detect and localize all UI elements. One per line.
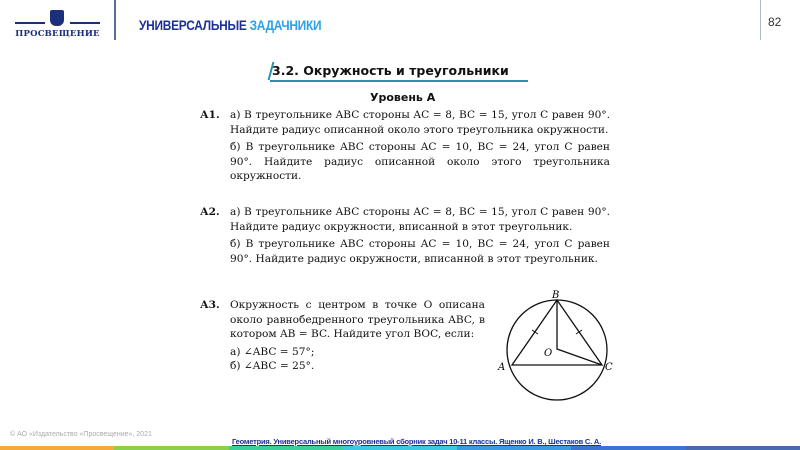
- source-link[interactable]: Геометрия. Универсальный многоуровневый сборник задач 10-11 классы. Ященко И. В., Шестаков С. А.: [232, 437, 601, 446]
- problem-part: б) В треугольнике ABC стороны AC = 10, BC = 24, угол C равен 90°. Найдите радиус окружности, вписанной в этот треугольник.: [230, 238, 610, 265]
- prosveshchenie-logo: [15, 10, 100, 39]
- problem-number: А2.: [200, 206, 220, 218]
- section-title: 3.2. Окружность и треугольники: [272, 63, 509, 78]
- label-c: C: [605, 362, 613, 373]
- stripe-segment: [686, 446, 800, 450]
- problem-part: б) ∠ABC = 25°.: [230, 360, 315, 373]
- problem-number: А3.: [200, 299, 220, 311]
- problem-part: а) В треугольнике ABC стороны AC = 8, BC = 15, угол C равен 90°. Найдите радиус описанной около этого треугольника окружности.: [230, 109, 610, 136]
- page-number: 82: [768, 15, 782, 29]
- stripe-segment: [229, 446, 344, 450]
- brand-part1: УНИВЕРСАЛЬНЫЕ: [139, 17, 247, 33]
- problem-number: А1.: [200, 109, 220, 121]
- problem-part: Окружность с центром в точке O описана около равнобедренного треугольника ABC, в котором AB = BC. Найдите угол BOC, если:: [230, 299, 485, 341]
- problem-a2: [200, 205, 610, 269]
- copyright: © АО «Издательство «Просвещение», 2021: [10, 431, 152, 438]
- problem-part: а) В треугольнике ABC стороны AC = 8, BC = 15, угол C равен 90°. Найдите радиус окружности, вписанной в этот треугольник.: [230, 206, 610, 233]
- section-underline: [270, 80, 528, 82]
- header-divider: [114, 0, 116, 40]
- tick-ab: [532, 330, 538, 334]
- stripe-segment: [571, 446, 686, 450]
- problem-part: б) В треугольнике ABC стороны AC = 10, BC = 24, угол C равен 90°. Найдите радиус описанной около этого треугольника окружности.: [230, 141, 610, 183]
- circle-triangle-figure: [495, 290, 620, 405]
- stripe-segment: [114, 446, 229, 450]
- brand-title: [139, 17, 321, 33]
- logo-text: ПРОСВЕЩЕНИЕ: [15, 29, 100, 39]
- stripe-segment: [343, 446, 458, 450]
- stripe-segment: [0, 446, 115, 450]
- logo-emblem-icon: [15, 10, 100, 27]
- label-a: A: [498, 362, 506, 373]
- stripe-segment: [457, 446, 572, 450]
- brand-part2: ЗАДАЧНИКИ: [249, 17, 322, 33]
- problem-a1: [200, 108, 610, 187]
- label-b: B: [552, 290, 560, 301]
- tick-bc: [576, 330, 582, 334]
- level-heading: Уровень А: [370, 91, 436, 104]
- label-o: O: [544, 348, 553, 359]
- page-number-divider: [760, 0, 761, 40]
- problem-part: а) ∠ABC = 57°;: [230, 345, 315, 358]
